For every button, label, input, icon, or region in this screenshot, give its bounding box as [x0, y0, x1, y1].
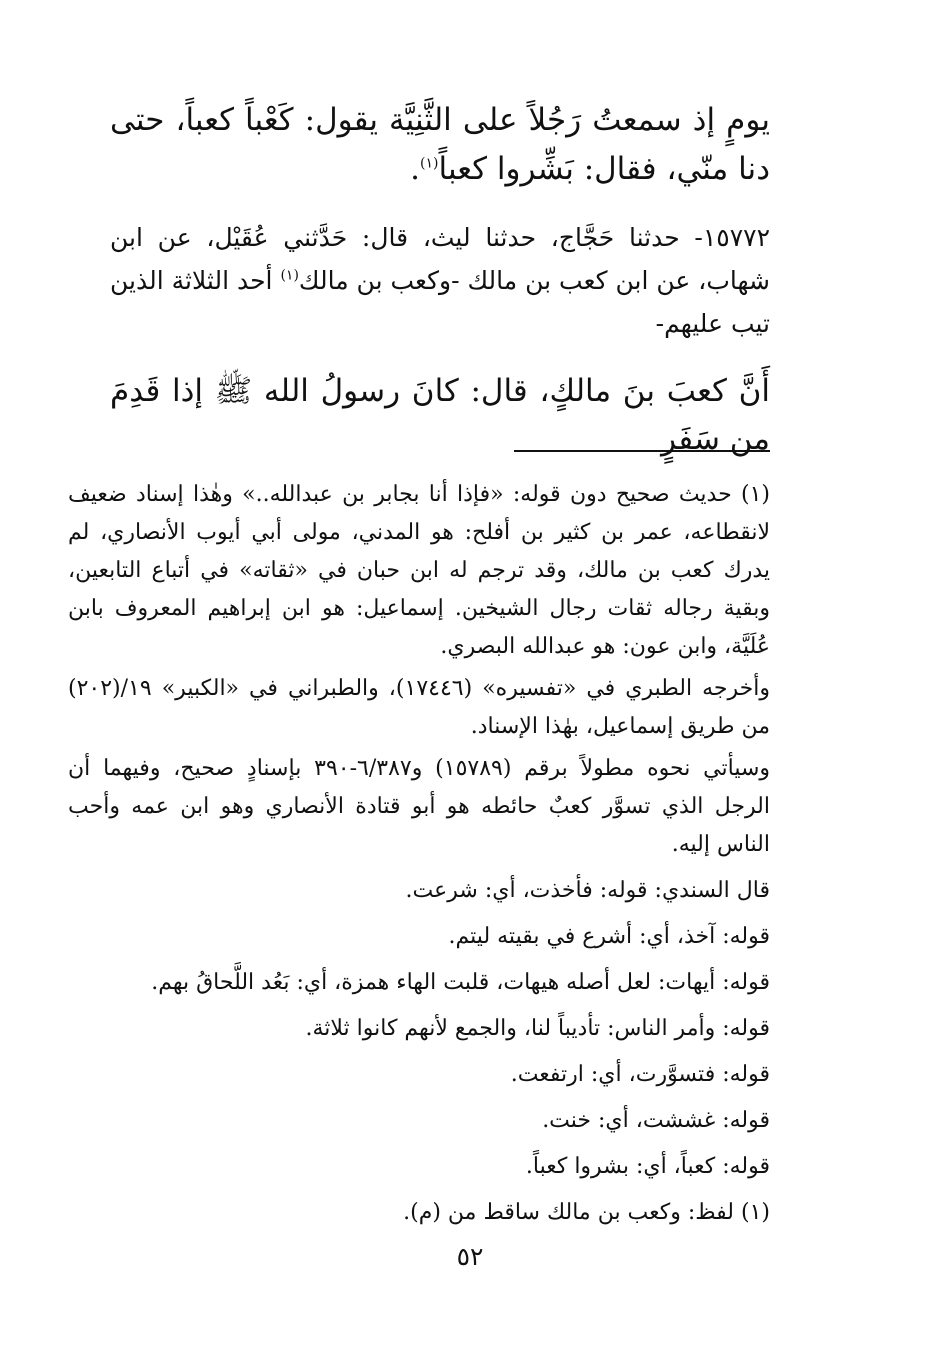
- sindi-line: قوله: كعباً، أي: بشروا كعباً.: [525, 1154, 770, 1179]
- footnote-1: (١) حديث صحيح دون قوله: «فإذا أنا بجابر بن عبدالله..» وهٰذا إسناد ضعيف لانقطاعه، عمر بن كثير بن أفلح: هو المدني، مولى أبي أيوب الأنصاري، لم يدرك كعب بن مالك، وقد ترجم له ابن حبان في «ثقاته» في أتباع التابعين، وبقية رجاله ثقات رجال الشيخين. إسماعيل: هو ابن إبراهيم المعروف بابن عُلَيَّة، وابن عون: هو عبدالله البصري.: [68, 482, 770, 659]
- hadith-15772-isnad-end: أحد الثلاثة الذين تيب عليهم-: [110, 266, 770, 338]
- sindi-line: قوله: أيهات: لعل أصله هيهات، قلبت الهاء همزة، أي: بَعُد اللَّحاقُ بهم.: [151, 970, 770, 995]
- footnotes: [68, 476, 770, 1238]
- main-text: [110, 96, 770, 463]
- footnote-ref-1: (١): [420, 155, 439, 172]
- footnote-2: (١) لفظ: وكعب بن مالك ساقط من (م).: [403, 1200, 770, 1225]
- main-paragraph-1: [110, 96, 770, 194]
- page-number: ٥٢: [456, 1242, 484, 1271]
- sindi-line: قوله: فتسوَّرت، أي: ارتفعت.: [510, 1062, 770, 1087]
- hadith-15772-matn: أَنَّ كعبَ بنَ مالكٍ، قال: كانَ رسولُ الله ﷺ إذا قَدِمَ من سَفَرٍ: [110, 373, 770, 457]
- sindi-commentary: [68, 870, 770, 1234]
- footnote-ref-2: (١): [280, 267, 299, 284]
- sindi-line: قوله: وأمر الناس: تأديباً لنا، والجمع لأنهم كانوا ثلاثة.: [305, 1016, 770, 1041]
- footnote-1-cross-reference: وسيأتي نحوه مطولاً برقم (١٥٧٨٩) و٦/٣٨٧-٣٩٠ بإسنادٍ صحيح، وفيهما أن الرجل الذي تسوَّر كعبٌ حائطه هو أبو قتادة الأنصاري وهو ابن عمه وأحب الناس إليه.: [68, 756, 771, 857]
- hadith-15772: [110, 216, 770, 345]
- sindi-line: قوله: آخذ، أي: أشرع في بقيته ليتم.: [448, 924, 770, 949]
- footnote-1-takhrij: وأخرجه الطبري في «تفسيره» (١٧٤٤٦)، والطبراني في «الكبير» ١٩/(٢٠٢) من طريق إسماعيل، بهٰذا الإسناد.: [68, 676, 770, 739]
- main-paragraph-1-text: يومٍ إذ سمعتُ رَجُلاً على الثَّنِيَّة يقول: كَعْباً كعباً، حتى دنا منّي، فقال: بَشِّروا كعباً: [110, 102, 770, 187]
- footnote-divider: [514, 450, 770, 452]
- sindi-line: قال السندي: قوله: فأخذت، أي: شرعت.: [405, 878, 770, 903]
- hadith-15772-isnad: ١٥٧٧٢- حدثنا حَجَّاج، حدثنا ليث، قال: حَدَّثني عُقَيْل، عن ابن شهاب، عن ابن كعب بن مالك -وكعب بن مالك: [110, 223, 770, 295]
- sindi-line: قوله: غششت، أي: خنت.: [542, 1108, 770, 1133]
- main-paragraph-1-end: .: [410, 151, 421, 187]
